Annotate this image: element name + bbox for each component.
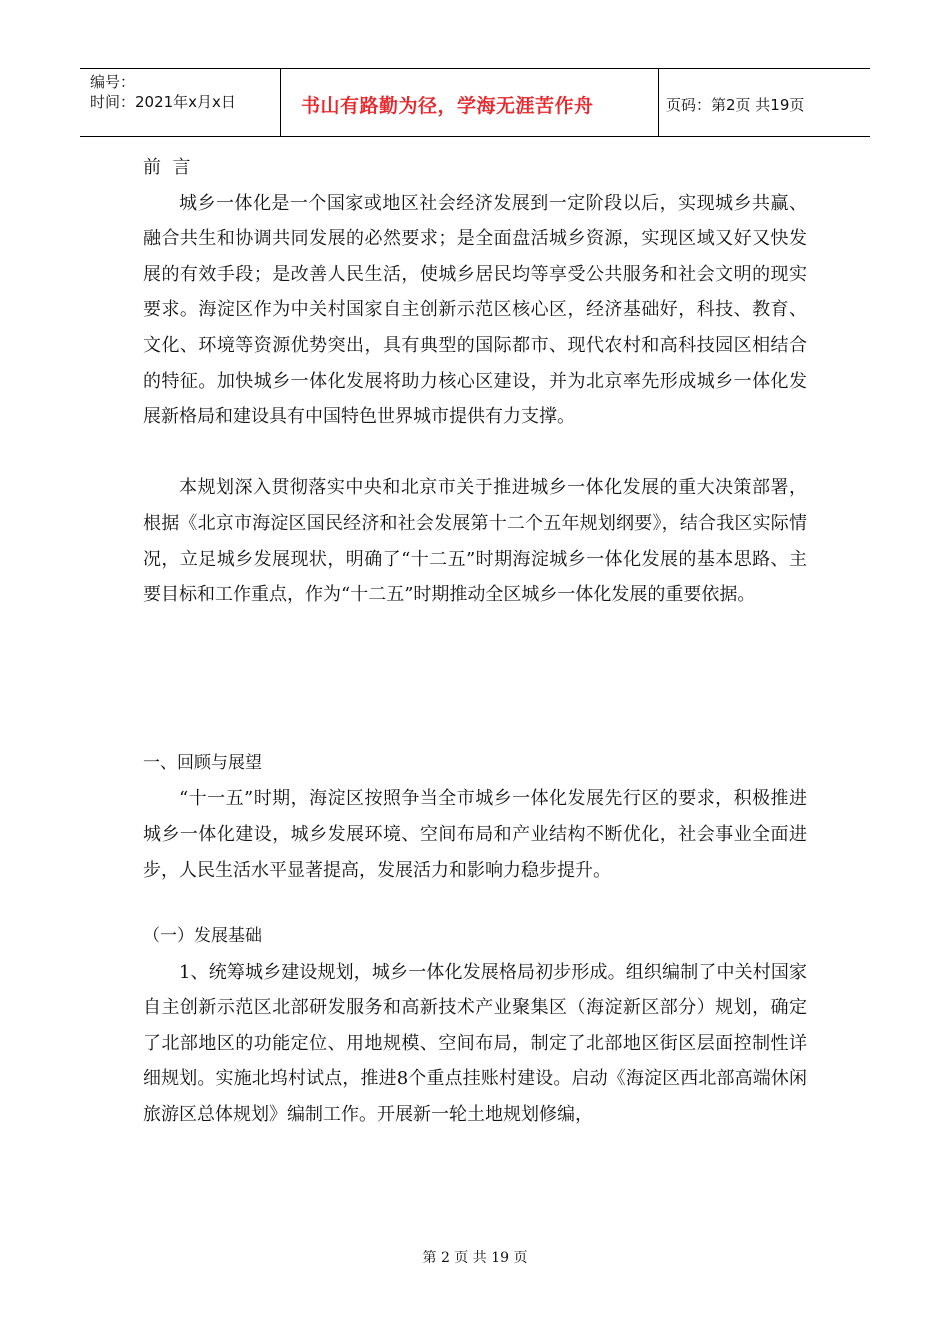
section-paragraph-1: “十一五”时期，海淀区按照争当全市城乡一体化发展先行区的要求，积极推进城乡一体化建设，城乡发展环境、空间布局和产业结构不断优化，社会事业全面进步，人民生活水平显著提高，发展活力和影响力稳步提升。 (143, 788, 807, 881)
preface-title: 前 言 (143, 157, 191, 178)
page-footer: 第 2 页 共 19 页 (422, 1250, 528, 1266)
preface-paragraph-2: 本规划深入贯彻落实中央和北京市关于推进城乡一体化发展的重大决策部署，根据《北京市海淀区国民经济和社会发展第十二个五年规划纲要》，结合我区实际情况，立足城乡发展现状，明确了“十二五”时期海淀城乡一体化发展的基本思路、主要目标和工作重点，作为“十二五”时期推动全区城乡一体化发展的重要依据。 (143, 477, 807, 606)
document-body (143, 150, 807, 1133)
header-motto-cell (280, 69, 659, 136)
date-label: 时间：2021年x月x日 (90, 93, 236, 111)
subsection-paragraph-1: 1、统筹城乡建设规划，城乡一体化发展格局初步形成。组织编制了中关村国家自主创新示范区北部研发服务和高新技术产业聚集区（海淀新区部分）规划，确定了北部地区的功能定位、用地规模、空间布局，制定了北部地区街区层面控制性详细规划。实施北坞村试点，推进8个重点挂账村建设。启动《海淀区西北部高端休闲旅游区总体规划》编制工作。开展新一轮土地规划修编， (143, 961, 807, 1126)
subsection-heading: （一）发展基础 (143, 926, 262, 947)
document-header (80, 68, 870, 137)
header-page-cell (658, 69, 870, 136)
preface-paragraph-1: 城乡一体化是一个国家或地区社会经济发展到一定阶段以后，实现城乡共赢、融合共生和协调共同发展的必然要求；是全面盘活城乡资源，实现区域又好又快发展的有效手段；是改善人民生活，使城乡居民均等享受公共服务和社会文明的现实要求。海淀区作为中关村国家自主创新示范区核心区，经济基础好，科技、教育、文化、环境等资源优势突出，具有典型的国际都市、现代农村和高科技园区相结合的特征。加快城乡一体化发展将助力核心区建设，并为北京率先形成城乡一体化发展新格局和建设具有中国特色世界城市提供有力支撑。 (143, 192, 807, 428)
motto-text: 书山有路勤为径，学海无涯苦作舟 (301, 95, 594, 117)
section-heading: 一、回顾与展望 (143, 752, 262, 773)
number-label: 编号： (90, 73, 136, 91)
page-info: 页码：第2页 共19页 (666, 96, 805, 114)
header-meta-cell (80, 69, 280, 136)
